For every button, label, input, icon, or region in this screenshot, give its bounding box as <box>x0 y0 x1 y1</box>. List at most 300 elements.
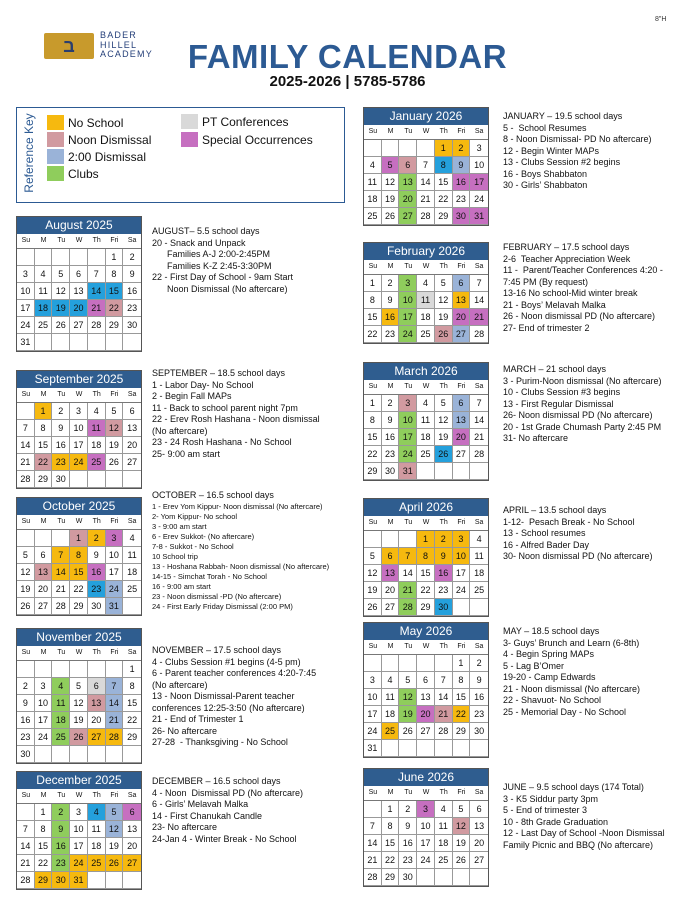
day-cell: 23 <box>435 582 453 599</box>
day-cell: 18 <box>417 309 435 326</box>
notes-line: 24-Jan 4 - Winter Break - No School <box>152 833 297 844</box>
day-cell: 12 <box>435 412 453 429</box>
empty-cell <box>106 334 124 351</box>
month-title: December 2025 <box>17 772 141 789</box>
day-cell: 30 <box>88 598 106 615</box>
notes-line: 7:45 PM (By request) <box>503 276 589 287</box>
day-cell: 20 <box>35 581 53 598</box>
weekday-label: Th <box>439 789 448 796</box>
day-cell: 30 <box>435 599 453 616</box>
day-grid <box>364 801 488 886</box>
day-cell: 11 <box>364 174 382 191</box>
day-cell: 19 <box>435 309 453 326</box>
weekday-label: Su <box>21 649 31 656</box>
day-cell: 15 <box>382 835 400 852</box>
empty-cell <box>417 740 435 757</box>
day-cell: 19 <box>17 581 35 598</box>
notes-line: 21 - End of Trimester 1 <box>152 714 244 724</box>
notes-line: 2 - Begin Fall MAPs <box>152 391 232 401</box>
day-cell: 17 <box>364 706 382 723</box>
weekday-header <box>364 516 488 531</box>
day-cell: 16 <box>52 437 70 454</box>
empty-cell <box>106 661 124 678</box>
notes-line: JANUARY – 19.5 school days <box>503 111 623 121</box>
empty-cell <box>106 872 124 889</box>
empty-cell <box>417 655 435 672</box>
day-cell: 29 <box>35 872 53 889</box>
day-cell: 4 <box>123 530 141 547</box>
day-cell: 8 <box>35 420 53 437</box>
notes-line: 5 - School Resumes <box>503 122 587 133</box>
weekday-label: W <box>422 519 430 526</box>
day-cell: 10 <box>470 157 488 174</box>
day-cell: 5 <box>364 548 382 565</box>
day-grid <box>364 395 488 480</box>
day-cell: 10 <box>106 547 124 564</box>
day-cell: 10 <box>417 818 435 835</box>
empty-cell <box>399 655 417 672</box>
day-cell: 17 <box>399 309 417 326</box>
legend-swatch <box>47 132 64 147</box>
weekday-label: Sa <box>474 789 484 796</box>
day-cell: 2 <box>88 530 106 547</box>
day-cell: 2 <box>399 801 417 818</box>
day-cell: 8 <box>364 412 382 429</box>
day-cell: 30 <box>399 869 417 886</box>
notes-line: 7-8 - Sukkot - No School <box>152 542 234 551</box>
notes-line: 13 - School resumes <box>503 528 586 538</box>
day-cell: 16 <box>123 283 141 300</box>
day-cell: 7 <box>417 157 435 174</box>
day-cell: 18 <box>417 429 435 446</box>
legend-no-school <box>47 115 123 130</box>
day-cell: 29 <box>382 869 400 886</box>
weekday-label: Th <box>92 649 101 656</box>
empty-cell <box>35 530 53 547</box>
day-cell: 26 <box>435 326 453 343</box>
legend-swatch <box>181 132 198 147</box>
weekday-label: M <box>40 518 47 525</box>
day-cell: 15 <box>35 838 53 855</box>
weekday-label: Fri <box>457 789 466 796</box>
day-cell: 10 <box>70 821 88 838</box>
day-cell: 13 <box>453 292 471 309</box>
notes-line: 11 - Back to school parent night 7pm <box>152 402 298 413</box>
day-cell: 12 <box>399 689 417 706</box>
empty-cell <box>417 869 435 886</box>
day-cell: 23 <box>382 446 400 463</box>
day-cell: 14 <box>17 838 35 855</box>
notes-line: 6 - Girls’ Melavah Malka <box>152 799 249 809</box>
notes-line: 22 - First Day of School - 9am Start <box>152 272 294 282</box>
month-title: June 2026 <box>364 769 488 786</box>
notes-october <box>152 502 329 612</box>
day-cell: 25 <box>52 729 70 746</box>
day-cell: 24 <box>106 581 124 598</box>
weekday-label: Tu <box>404 383 413 390</box>
day-cell: 14 <box>364 835 382 852</box>
day-cell: 26 <box>453 852 471 869</box>
day-cell: 6 <box>123 403 141 420</box>
day-cell: 19 <box>453 835 471 852</box>
weekday-label: Fri <box>457 383 466 390</box>
notes-line: 20 - Snack and Unpack <box>152 237 246 248</box>
day-cell: 27 <box>382 599 400 616</box>
notes-line: 10 - Clubs Session #3 begins <box>503 387 621 397</box>
day-cell: 8 <box>123 678 141 695</box>
day-cell: 5 <box>382 157 400 174</box>
day-cell: 27 <box>470 852 488 869</box>
day-cell: 30 <box>470 723 488 740</box>
empty-cell <box>70 471 88 488</box>
day-cell: 9 <box>382 292 400 309</box>
logo-line: ACADEMY <box>100 49 153 59</box>
notes-line: 31- No aftercare <box>503 433 569 443</box>
weekday-label: Th <box>92 518 101 525</box>
empty-cell <box>470 599 488 616</box>
notes-line: 13 - Noon Dismissal-Parent teacher <box>152 691 295 701</box>
day-cell: 8 <box>417 548 435 565</box>
notes-line: 23 - 24 Rosh Hashana - No School <box>152 437 292 447</box>
weekday-label: Su <box>21 391 31 398</box>
weekday-label: Sa <box>127 237 137 244</box>
day-cell: 11 <box>470 548 488 565</box>
day-cell: 9 <box>17 695 35 712</box>
day-cell: 22 <box>106 300 124 317</box>
calendar-february-2026 <box>363 242 489 344</box>
notes-line: 27-28 - Thanksgiving - No School <box>152 737 288 747</box>
day-cell: 24 <box>453 582 471 599</box>
day-cell: 29 <box>453 723 471 740</box>
legend-noon-dismissal <box>47 132 151 147</box>
empty-cell <box>70 334 88 351</box>
notes-line: MARCH – 21 school days <box>503 364 607 374</box>
empty-cell <box>470 463 488 480</box>
weekday-label: Tu <box>404 128 413 135</box>
notes-line: 4 - Begin Spring MAPs <box>503 649 595 659</box>
day-cell: 17 <box>70 838 88 855</box>
notes-line: 21 - Boys’ Melavah Malka <box>503 299 606 310</box>
day-cell: 15 <box>364 429 382 446</box>
weekday-label: Sa <box>127 649 137 656</box>
day-cell: 26 <box>382 208 400 225</box>
calendar-october-2025 <box>16 497 142 616</box>
day-cell: 13 <box>88 695 106 712</box>
day-grid <box>17 804 141 889</box>
day-cell: 9 <box>88 547 106 564</box>
empty-cell <box>106 471 124 488</box>
reference-key-label: Reference Key <box>22 113 36 193</box>
day-cell: 7 <box>470 275 488 292</box>
day-cell: 6 <box>35 547 53 564</box>
day-cell: 17 <box>399 429 417 446</box>
month-title: April 2026 <box>364 499 488 516</box>
weekday-label: Fri <box>457 263 466 270</box>
day-cell: 20 <box>88 712 106 729</box>
day-cell: 17 <box>17 300 35 317</box>
day-cell: 28 <box>470 446 488 463</box>
day-cell: 4 <box>470 531 488 548</box>
day-cell: 22 <box>123 712 141 729</box>
day-cell: 14 <box>417 174 435 191</box>
day-cell: 21 <box>417 191 435 208</box>
day-cell: 21 <box>88 300 106 317</box>
weekday-label: M <box>40 391 47 398</box>
legend-label: Clubs <box>68 166 99 181</box>
day-cell: 28 <box>417 208 435 225</box>
day-cell: 21 <box>399 582 417 599</box>
empty-cell <box>88 334 106 351</box>
day-cell: 2 <box>382 395 400 412</box>
day-cell: 6 <box>123 804 141 821</box>
day-cell: 7 <box>52 547 70 564</box>
day-cell: 29 <box>417 599 435 616</box>
weekday-label: Th <box>439 643 448 650</box>
weekday-label: Su <box>21 518 31 525</box>
day-cell: 21 <box>470 309 488 326</box>
day-cell: 6 <box>382 548 400 565</box>
day-cell: 6 <box>470 801 488 818</box>
day-cell: 14 <box>399 565 417 582</box>
calendar-april-2026 <box>363 498 489 617</box>
day-cell: 12 <box>106 420 124 437</box>
day-grid <box>364 275 488 343</box>
notes-line: 16 - Boys Shabbaton <box>503 168 588 179</box>
day-cell: 14 <box>470 412 488 429</box>
notes-line: 6 - Parent teacher conferences 4:20-7:45 <box>152 668 317 678</box>
day-cell: 13 <box>382 565 400 582</box>
day-cell: 3 <box>453 531 471 548</box>
day-cell: 20 <box>453 429 471 446</box>
day-cell: 1 <box>123 661 141 678</box>
notes-line: 3 - Purim-Noon dismissal (No aftercare) <box>503 375 662 386</box>
day-cell: 1 <box>70 530 88 547</box>
day-cell: 23 <box>470 706 488 723</box>
day-cell: 18 <box>123 564 141 581</box>
day-cell: 13 <box>123 420 141 437</box>
day-cell: 17 <box>106 564 124 581</box>
weekday-label: Tu <box>57 518 66 525</box>
empty-cell <box>52 530 70 547</box>
day-cell: 4 <box>52 678 70 695</box>
day-cell: 19 <box>106 437 124 454</box>
empty-cell <box>453 463 471 480</box>
day-cell: 3 <box>399 275 417 292</box>
empty-cell <box>364 655 382 672</box>
day-cell: 18 <box>35 300 53 317</box>
weekday-header <box>364 640 488 655</box>
day-cell: 25 <box>435 852 453 869</box>
empty-cell <box>17 403 35 420</box>
notes-line: 16 - Alfred Bader Day <box>503 539 590 550</box>
day-cell: 4 <box>88 804 106 821</box>
day-cell: 5 <box>399 672 417 689</box>
day-cell: 1 <box>364 275 382 292</box>
empty-cell <box>88 872 106 889</box>
day-cell: 16 <box>88 564 106 581</box>
day-cell: 16 <box>470 689 488 706</box>
day-cell: 20 <box>123 838 141 855</box>
calendar-september-2025 <box>16 370 142 489</box>
day-cell: 11 <box>52 695 70 712</box>
day-cell: 16 <box>453 174 471 191</box>
day-cell: 9 <box>470 672 488 689</box>
notes-line: 25- 9:00 am start <box>152 448 221 459</box>
day-cell: 20 <box>470 835 488 852</box>
legend-label: Noon Dismissal <box>68 132 152 147</box>
empty-cell <box>88 249 106 266</box>
weekday-label: Sa <box>474 263 484 270</box>
legend-swatch <box>47 166 64 181</box>
empty-cell <box>35 746 53 763</box>
legend-clubs <box>47 166 99 181</box>
notes-line: 2-6 Teacher Appreciation Week <box>503 253 631 264</box>
weekday-header <box>17 646 141 661</box>
notes-line: 23- No aftercare <box>152 822 218 832</box>
month-title: January 2026 <box>364 108 488 125</box>
day-cell: 12 <box>106 821 124 838</box>
day-cell: 30 <box>453 208 471 225</box>
day-cell: 9 <box>52 420 70 437</box>
month-title: November 2025 <box>17 629 141 646</box>
weekday-label: Th <box>439 519 448 526</box>
day-cell: 16 <box>52 838 70 855</box>
day-cell: 15 <box>35 437 53 454</box>
day-cell: 31 <box>470 208 488 225</box>
legend-label: 2:00 Dismissal <box>68 149 147 164</box>
day-cell: 10 <box>364 689 382 706</box>
notes-line: JUNE – 9.5 school days (174 Total) <box>503 782 644 792</box>
day-cell: 5 <box>70 678 88 695</box>
day-cell: 23 <box>382 326 400 343</box>
day-cell: 5 <box>453 801 471 818</box>
day-cell: 14 <box>106 695 124 712</box>
weekday-header <box>17 234 141 249</box>
day-cell: 11 <box>35 283 53 300</box>
day-cell: 5 <box>106 403 124 420</box>
notes-april <box>503 505 653 563</box>
day-cell: 5 <box>106 804 124 821</box>
weekday-label: W <box>75 518 83 525</box>
weekday-header <box>17 789 141 804</box>
day-cell: 18 <box>52 712 70 729</box>
day-cell: 24 <box>17 317 35 334</box>
day-cell: 1 <box>364 395 382 412</box>
notes-june <box>503 782 665 851</box>
notes-line: conferences 12:25-3:50 (No aftercare) <box>152 702 305 713</box>
day-cell: 31 <box>70 872 88 889</box>
legend-special <box>181 132 313 147</box>
day-cell: 6 <box>453 275 471 292</box>
weekday-label: M <box>387 789 394 796</box>
day-cell: 18 <box>364 191 382 208</box>
empty-cell <box>382 655 400 672</box>
weekday-label: Su <box>368 383 378 390</box>
page-title: FAMILY CALENDAR <box>187 38 508 75</box>
day-cell: 4 <box>382 672 400 689</box>
day-cell: 25 <box>88 855 106 872</box>
day-cell: 2 <box>52 804 70 821</box>
day-grid <box>17 249 141 351</box>
day-cell: 24 <box>470 191 488 208</box>
notes-line: 22 - Shavuot- No School <box>503 695 602 705</box>
day-cell: 22 <box>70 581 88 598</box>
day-cell: 30 <box>382 463 400 480</box>
weekday-label: Su <box>368 789 378 796</box>
empty-cell <box>364 140 382 157</box>
day-cell: 22 <box>417 582 435 599</box>
day-cell: 3 <box>364 672 382 689</box>
day-cell: 14 <box>17 437 35 454</box>
day-cell: 22 <box>435 191 453 208</box>
day-cell: 12 <box>52 283 70 300</box>
empty-cell <box>17 661 35 678</box>
day-cell: 21 <box>17 454 35 471</box>
notes-may <box>503 626 640 718</box>
weekday-label: W <box>75 649 83 656</box>
day-cell: 19 <box>106 838 124 855</box>
day-cell: 25 <box>364 208 382 225</box>
weekday-label: Tu <box>404 519 413 526</box>
empty-cell <box>417 140 435 157</box>
weekday-label: Tu <box>57 649 66 656</box>
notes-january <box>503 111 652 192</box>
calendar-june-2026 <box>363 768 489 887</box>
day-cell: 19 <box>435 429 453 446</box>
day-cell: 28 <box>52 598 70 615</box>
day-cell: 20 <box>453 309 471 326</box>
day-cell: 14 <box>88 283 106 300</box>
day-cell: 21 <box>52 581 70 598</box>
day-cell: 8 <box>435 157 453 174</box>
day-cell: 16 <box>382 429 400 446</box>
notes-line: 14 - First Chanukah Candle <box>152 810 263 821</box>
day-cell: 24 <box>364 723 382 740</box>
day-cell: 27 <box>123 454 141 471</box>
day-cell: 12 <box>453 818 471 835</box>
notes-line: 30 - Girls’ Shabbaton <box>503 180 588 190</box>
day-cell: 15 <box>435 174 453 191</box>
day-cell: 27 <box>399 208 417 225</box>
calendar-november-2025 <box>16 628 142 764</box>
legend-swatch <box>47 149 64 164</box>
day-cell: 6 <box>70 266 88 283</box>
empty-cell <box>364 531 382 548</box>
day-cell: 25 <box>123 581 141 598</box>
weekday-label: Su <box>368 263 378 270</box>
day-cell: 1 <box>35 403 53 420</box>
weekday-label: W <box>422 128 430 135</box>
month-title: May 2026 <box>364 623 488 640</box>
day-cell: 17 <box>470 174 488 191</box>
calendar-august-2025 <box>16 216 142 352</box>
day-cell: 21 <box>470 429 488 446</box>
weekday-label: Th <box>92 237 101 244</box>
legend-label: No School <box>68 115 124 130</box>
day-cell: 24 <box>70 855 88 872</box>
day-cell: 4 <box>417 395 435 412</box>
day-cell: 7 <box>88 266 106 283</box>
weekday-header <box>17 515 141 530</box>
notes-line: 23 - Noon dismissal -PD (No aftercare) <box>152 592 282 601</box>
weekday-label: Su <box>368 643 378 650</box>
empty-cell <box>435 869 453 886</box>
day-cell: 5 <box>52 266 70 283</box>
day-cell: 28 <box>17 872 35 889</box>
empty-cell <box>453 869 471 886</box>
notes-line: 2- Yom Kippur- No school <box>152 512 238 521</box>
day-cell: 11 <box>417 412 435 429</box>
